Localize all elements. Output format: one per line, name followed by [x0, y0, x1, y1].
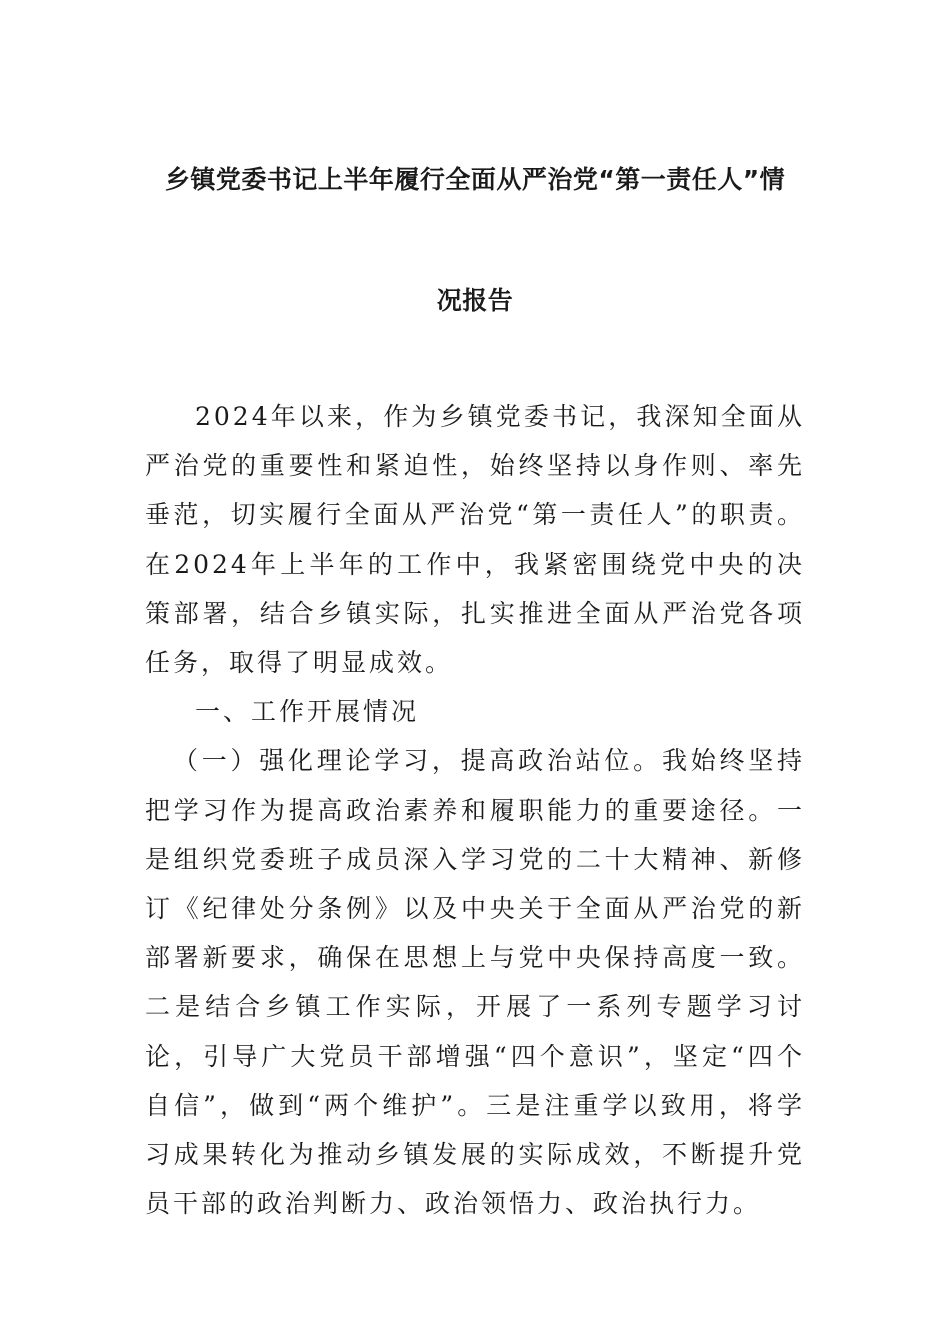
document-title-line-1: 乡镇党委书记上半年履行全面从严治党“第一责任人”情	[164, 165, 786, 194]
intro-paragraph: 2024年以来，作为乡镇党委书记，我深知全面从严治党的重要性和紧迫性，始终坚持以身作则、率先垂范，切实履行全面从严治党“第一责任人”的职责。在2024年上半年的工作中，我紧密围绕党中央的决策部署，结合乡镇实际，扎实推进全面从严治党各项任务，取得了明显成效。	[145, 402, 805, 678]
document-title-line-2: 况报告	[436, 286, 514, 315]
section-heading: 一、工作开展情况	[195, 697, 420, 727]
document-body	[145, 392, 805, 1228]
subsection-paragraph: （一）强化理论学习，提高政治站位。我始终坚持把学习作为提高政治素养和履职能力的重要途径。一是组织党委班子成员深入学习党的二十大精神、新修订《纪律处分条例》以及中央关于全面从严治党的新部署新要求，确保在思想上与党中央保持高度一致。二是结合乡镇工作实际，开展了一系列专题学习讨论，引导广大党员干部增强“四个意识”，坚定“四个自信”，做到“两个维护”。三是注重学以致用，将学习成果转化为推动乡镇发展的实际成效，不断提升党员干部的政治判断力、政治领悟力、政治执行力。	[145, 746, 805, 1219]
